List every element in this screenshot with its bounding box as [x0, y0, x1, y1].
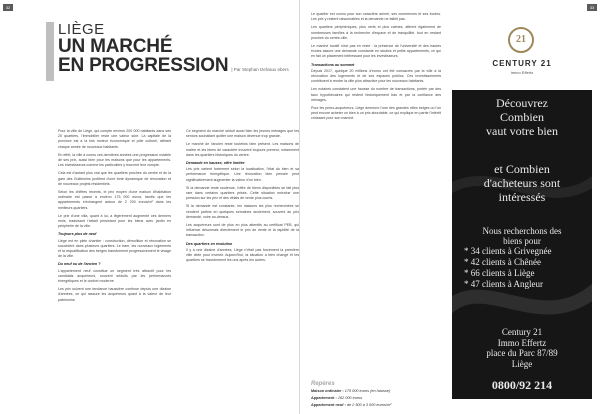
paragraph: Les notaires constatent une hausse du nombre de transactions, portée par des taux hypothécaires qui restent historiquement bas et par la confiance des ménages. — [311, 87, 441, 102]
page-number-right: 33 — [587, 4, 597, 11]
brand-name: CENTURY 21 — [492, 59, 552, 68]
paragraph: L'appartement neuf constitue un segment très attractif pour les candidats acquéreurs, souvent séduits par les performances énergétiques et le confort moderne. — [58, 268, 171, 284]
subheading: Demande en hausse, offre limitée — [186, 161, 245, 166]
article-title-line2: EN PROGRESSION | Par Stephan Delvaux ebers — [58, 55, 289, 76]
paragraph: Si la demande reste soutenue, l'offre de biens disponibles se fait plus rare dans certains quartiers prisés. Cette situation entraîne une pression sur les prix et des délais de vente plus courts. — [186, 185, 299, 201]
paragraph: Les prix varient fortement selon la localisation, l'état du bien et sa performance énergétique. Une rénovation bien pensée peut significativement augmenter la valeur d'un bien. — [186, 167, 299, 182]
paragraph: Ce segment du marché séduit aussi bien les jeunes ménages que les seniors souhaitant quitter une maison devenue trop grande. — [186, 129, 299, 139]
subheading: Du neuf ou de l'ancien ? — [58, 262, 101, 267]
paragraph: Selon les chiffres récents, le prix moyen d'une maison d'habitation ordinaire est passé à environ 175 000 euros, tandis que les appartements s'échangent autour de 2 200 euros/m² dans les meilleurs quartiers. — [58, 190, 171, 210]
paragraph: Le marché de l'ancien reste toutefois bien présent. Les maisons de maître et les biens de caractère trouvent toujours preneur, notamment dans les quartiers historiques du centre. — [186, 142, 299, 157]
article-header — [58, 22, 294, 79]
reperes-line: Maison ordinaire : 175 000 euros (en hausse) — [311, 389, 391, 393]
century21-logo-icon: 21 — [508, 27, 534, 53]
list-item: * 34 clients à Grivegnée — [464, 246, 552, 256]
paragraph: Les acquéreurs sont de plus en plus attentifs au certificat PEB, qui influence désormais directement le prix de vente et la rapidité de la transaction. — [186, 223, 299, 238]
paragraph: Depuis 2017, quelque 20 millions d'euros ont été consacrés par la ville à la rénovation des logements et de ses espaces publics. Ces investissements contribuent à rendre la ville plus attractive pour les nouveaux habitants. — [311, 68, 441, 84]
advert-client-list — [464, 246, 589, 290]
reperes-line: Appartement neuf : de 2 500 à 3 000 euros/m² — [311, 403, 392, 407]
subheading: Des quartiers en évolution — [186, 241, 233, 246]
article-column-2 — [186, 129, 299, 409]
paragraph: Le prix d'une villa, quant à lui, a légèrement augmenté ces derniers mois, traduisant l'attrait persistant pour les biens avec jardin en périphérie de la ville. — [58, 213, 171, 229]
advert-logo-panel — [452, 14, 592, 90]
list-item: * 42 clients à Chênée — [464, 257, 541, 267]
advert-phone-number[interactable]: 0800/92 214 — [491, 378, 553, 392]
article-column-3 — [311, 12, 441, 398]
century21-advert[interactable] — [452, 14, 592, 399]
page-number-left: 32 — [3, 4, 13, 11]
subheading: Transactions au sommet — [311, 62, 355, 67]
reperes-title: Repères — [311, 381, 335, 387]
advert-contact: Century 21 Immo Effertz place du Parc 87/89 Liège — [486, 327, 558, 369]
article-column-1 — [58, 129, 171, 409]
paragraph: En effet, la ville a connu ces dernières années une progression notable de ses prix, aussi bien pour les maisons que pour les appartements. Les investisseurs comme les particuliers y trouvent leur compte. — [58, 152, 171, 168]
brand-agency: Immo Effertz — [510, 70, 534, 75]
paragraph: Cela est d'autant plus vrai que les quartiers proches du centre et de la gare des Guillemins profitent d'une forte dynamique de rénovation et de nouveaux projets résidentiels. — [58, 171, 171, 186]
subheading: Toujours plus de neuf — [58, 232, 97, 237]
paragraph: Liège est en plein chantier : construction, démolition et rénovation se succèdent dans plusieurs quartiers. Le tram, les nouveaux logements et la requalification des berges transforment progressivement le visage de la ville. — [58, 238, 171, 259]
paragraph: Il y a une dizaine d'années, Liège n'était pas forcément la première ville citée pour investir. Aujourd'hui, la situation a bien changé et les quartiers se transforment les uns après les autres. — [186, 247, 299, 263]
advert-list-intro: Nous recherchons des biens pour — [482, 226, 562, 246]
page-gutter — [299, 0, 300, 414]
advert-headline-2: et Combien d'acheteurs sont intéressés — [483, 162, 561, 204]
list-item: * 47 clients à Angleur — [464, 279, 543, 289]
paragraph: Pour la ville de Liège, qui compte environ 200 000 habitants dans ses 20 quartiers, l'immobilier reste une valeur sûre. La capitale de la province est à la fois moteur économique et pôle culturel, attirant chaque année de nouveaux habitants. — [58, 129, 171, 149]
list-item: * 66 clients à Liège — [464, 268, 535, 278]
paragraph: Les prix suivent une tendance haussière continue depuis une dizaine d'années, ce qui rassure les acquéreurs quant à la valeur de leur patrimoine. — [58, 287, 171, 302]
paragraph: Le quartier est connu pour son caractère animé, ses commerces et ses écoles. Les prix y restent raisonnables et la demande ne faiblit pas. — [311, 12, 441, 22]
advert-headline-1: Découvrez Combien vaut votre bien — [486, 96, 558, 138]
paragraph: Pour les primo-acquéreurs, Liège demeure l'une des grandes villes belges où l'on peut encore acheter un bien à un prix abordable, ce qui explique en partie l'intérêt croissant pour son marché. — [311, 106, 441, 121]
byline: | Par Stephan Delvaux ebers — [231, 67, 289, 72]
paragraph: Si la demande est constante, les maisons les plus recherchées se vendent parfois en quelques semaines seulement, souvent au prix demandé, voire au-dessus. — [186, 204, 299, 219]
paragraph: Le marché locatif n'est pas en reste : la présence de l'université et des hautes écoles assure une demande constante en studios et petits appartements, ce qui en fait un placement intéressant pour les investisseurs. — [311, 44, 441, 59]
title-rule — [46, 22, 54, 81]
article-title-line1: UN MARCHÉ — [58, 36, 173, 57]
paragraph: Les quartiers périphériques, plus verts et plus calmes, attirent également de nombreuses familles à la recherche d'espace et de tranquillité, tout en restant proches du centre-ville. — [311, 25, 441, 40]
article-kicker: LIÈGE — [58, 21, 105, 38]
reperes-line: Appartement : 162 000 euros — [311, 396, 363, 400]
